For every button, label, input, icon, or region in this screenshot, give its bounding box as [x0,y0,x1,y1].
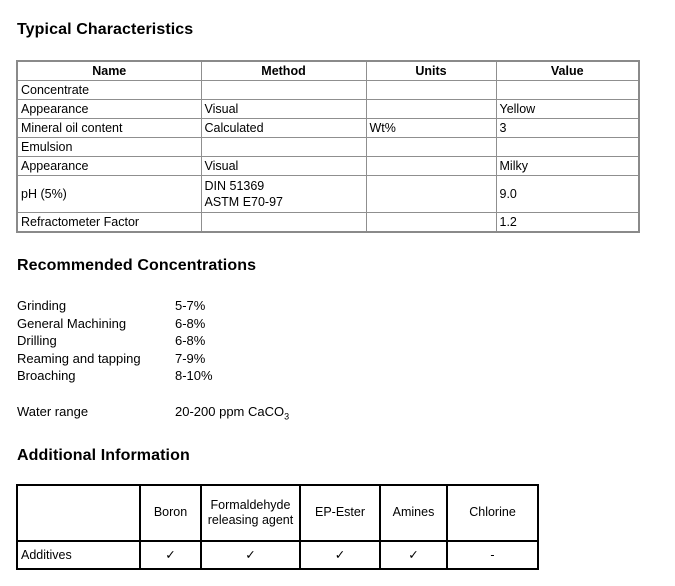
table-row [17,119,639,138]
cell-value: 1.2 [496,213,639,233]
concentration-list [17,297,675,426]
additive-chlorine-dash: - [447,541,538,569]
col-header-name: Name [17,61,201,81]
cell-method: Calculated [201,119,366,138]
cell-value [496,138,639,157]
concentration-value: 5-7% [175,298,206,313]
cell-name: Refractometer Factor [17,213,201,233]
additional-information-title: Additional Information [17,446,190,464]
cell-name: Concentrate [17,81,201,100]
cell-units [366,100,496,119]
concentration-label: Grinding [17,298,67,313]
cell-value: 9.0 [496,176,639,213]
col-header-ep-ester: EP-Ester [300,485,380,541]
cell-value: Milky [496,157,639,176]
col-header-boron: Boron [140,485,201,541]
cell-units [366,176,496,213]
caco3-subscript: 3 [284,411,290,422]
cell-value [496,81,639,100]
method-line-1: DIN 51369 [204,179,265,193]
cell-name: Mineral oil content [17,119,201,138]
concentration-value: 7-9% [175,350,206,366]
cell-value: 3 [496,119,639,138]
col-header-method: Method [201,61,366,81]
additive-amines-check: ✓ [380,541,447,569]
additives-table [16,484,539,570]
concentration-label: General Machining [17,315,127,331]
cell-method [201,138,366,157]
concentration-label: Broaching [17,368,76,383]
table-row [17,213,639,233]
section-typical-characteristics [17,21,675,233]
water-range-row [17,403,675,426]
additives-header-row [17,485,538,541]
typical-characteristics-title: Typical Characteristics [17,21,194,38]
characteristics-table [16,60,640,233]
water-range-label: Water range [17,403,89,419]
col-header-empty [17,485,140,541]
col-header-units: Units [366,61,496,81]
section-recommended-concentrations [17,257,675,426]
cell-value: Yellow [496,100,639,119]
cell-method: Visual [201,157,366,176]
method-line-2: ASTM E70-97 [204,195,284,209]
concentration-label: Reaming and tapping [17,350,141,366]
section-additional-information [17,447,675,570]
additive-boron-check: ✓ [140,541,201,569]
concentration-label: Drilling [17,333,57,348]
cell-method: Visual [201,100,366,119]
col-header-value: Value [496,61,639,81]
cell-name: Appearance [17,157,201,176]
characteristics-header-row [17,61,639,81]
cell-units [366,213,496,233]
cell-name: Appearance [17,100,201,119]
list-item [17,332,675,350]
cell-method [201,81,366,100]
cell-method [201,176,366,213]
list-item [17,315,675,333]
table-row [17,100,639,119]
list-item [17,297,675,315]
additive-ep-ester-check: ✓ [300,541,380,569]
table-row [17,138,639,157]
concentration-value: 8-10% [175,368,213,383]
additives-row-label: Additives [17,541,140,569]
recommended-concentrations-title: Recommended Concentrations [17,257,257,274]
cell-units [366,138,496,157]
additives-row [17,541,538,569]
cell-units [366,81,496,100]
cell-units: Wt% [366,119,496,138]
cell-name: pH (5%) [17,176,201,213]
table-row [17,176,639,213]
additive-formaldehyde-check: ✓ [201,541,300,569]
col-header-amines: Amines [380,485,447,541]
list-item [17,367,675,385]
table-row [17,81,639,100]
concentration-value: 6-8% [175,333,206,348]
cell-name: Emulsion [17,138,201,157]
cell-method [201,213,366,233]
water-range-value: 20-200 ppm CaCO$_3$ [175,403,290,422]
cell-units [366,157,496,176]
col-header-formaldehyde: Formaldehyde releasing agent [201,485,300,541]
concentration-value: 6-8% [175,315,206,331]
list-item [17,350,675,368]
col-header-chlorine: Chlorine [447,485,538,541]
table-row [17,157,639,176]
